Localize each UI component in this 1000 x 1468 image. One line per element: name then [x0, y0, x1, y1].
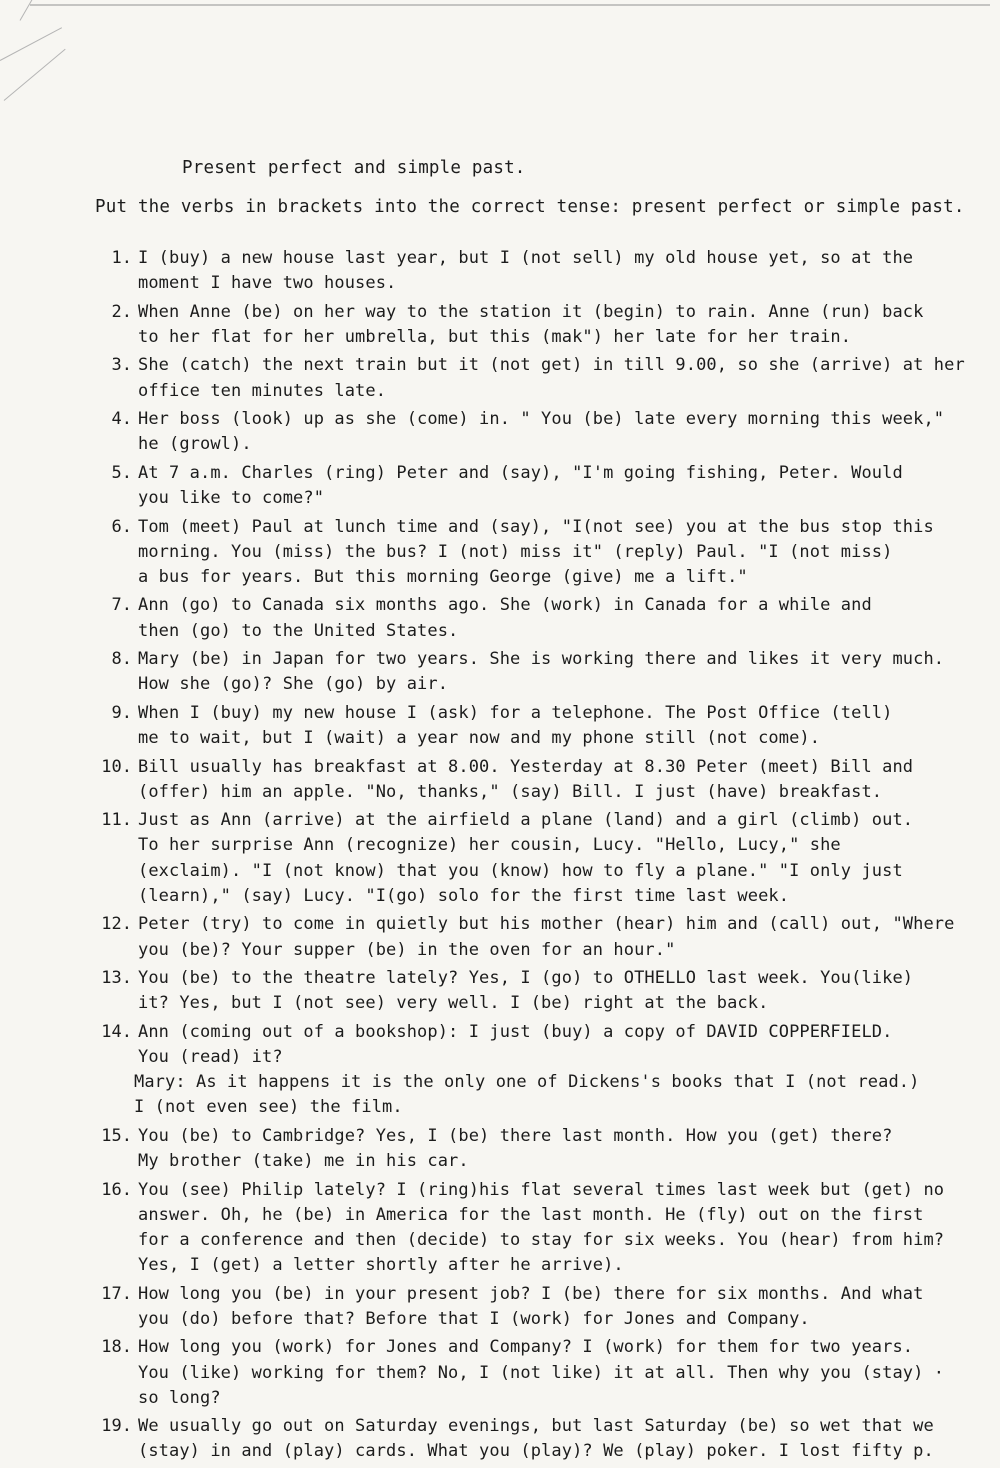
exercise-line: moment I have two houses. [138, 273, 397, 294]
exercise-line: (stay) in and (play) cards. What you (play)? We (play) poker. I lost fifty p. [138, 1441, 934, 1462]
worksheet-instruction: Put the verbs in brackets into the correct tense: present perfect or simple past. [95, 197, 965, 217]
exercise-line: I (not even see) the film. [134, 1097, 403, 1118]
exercise-item [92, 808, 997, 909]
exercise-item [92, 647, 997, 697]
exercise-line: You (be) to the theatre lately? Yes, I (go) to OTHELLO last week. You(like) [138, 968, 914, 989]
exercise-item [92, 515, 997, 591]
exercise-line: She (catch) the next train but it (not get) in till 9.00, so she (arrive) at her [138, 355, 965, 376]
exercise-line: (learn)," (say) Lucy. "I(go) solo for the first time last week. [138, 885, 790, 906]
exercise-number: 10. [101, 756, 132, 777]
exercise-item [92, 966, 997, 1016]
exercise-number: 19. [101, 1416, 132, 1437]
exercise-number: 11. [101, 810, 132, 831]
exercise-line: At 7 a.m. Charles (ring) Peter and (say), "I'm going fishing, Peter. Would [138, 462, 903, 483]
exercise-line: Her boss (look) up as she (come) in. " You (be) late every morning this week," [138, 409, 945, 430]
page-top-edge [30, 4, 990, 6]
exercise-number: 8. [111, 649, 132, 670]
exercise-item [92, 593, 997, 643]
exercise-list [92, 246, 997, 1468]
exercise-line: you (be)? Your supper (be) in the oven for an hour." [138, 939, 676, 960]
exercise-line: for a conference and then (decide) to stay for six weeks. You (hear) from him? [138, 1229, 945, 1250]
exercise-line: We usually go out on Saturday evenings, but last Saturday (be) so wet that we [138, 1416, 934, 1437]
exercise-number: 1. [111, 248, 132, 268]
exercise-line: When Anne (be) on her way to the station it (begin) to rain. Anne (run) back [138, 301, 924, 322]
exercise-line: (offer) him an apple. "No, thanks," (say) Bill. I just (have) breakfast. [138, 781, 883, 802]
exercise-number: 2. [111, 301, 132, 322]
exercise-line: answer. Oh, he (be) in America for the last month. He (fly) out on the first [138, 1204, 924, 1225]
exercise-line: My brother (take) me in his car. [138, 1151, 469, 1172]
exercise-line: morning. You (miss) the bus? I (not) miss it" (reply) Paul. "I (not miss) [138, 541, 893, 562]
exercise-line: you (do) before that? Before that I (work) for Jones and Company. [138, 1308, 810, 1329]
exercise-line: How long you (work) for Jones and Company? I (work) for them for two years. [138, 1337, 914, 1358]
exercise-number: 9. [111, 702, 132, 723]
exercise-item [92, 353, 997, 403]
exercise-item [92, 701, 997, 751]
exercise-line: Tom (meet) Paul at lunch time and (say), "I(not see) you at the bus stop this [138, 516, 934, 537]
exercise-line: me to wait, but I (wait) a year now and my phone still (not come). [138, 728, 821, 749]
exercise-line: How she (go)? She (go) by air. [138, 674, 449, 695]
exercise-number: 3. [111, 355, 132, 376]
exercise-item [92, 1414, 997, 1464]
exercise-item [92, 300, 997, 350]
exercise-item [92, 1335, 997, 1411]
exercise-line: he (growl). [138, 434, 252, 455]
exercise-item [92, 912, 997, 962]
exercise-item [92, 1282, 997, 1332]
exercise-item [92, 246, 997, 296]
exercise-number: 14. [101, 1021, 132, 1042]
exercise-line: You (read) it? [138, 1046, 283, 1067]
exercise-line: You (be) to Cambridge? Yes, I (be) there last month. How you (get) there? [138, 1125, 893, 1146]
exercise-line: a bus for years. But this morning George (give) me a lift." [138, 566, 748, 587]
exercise-line: I (buy) a new house last year, but I (not sell) my old house yet, so at the [138, 248, 914, 268]
exercise-number: 5. [111, 462, 132, 483]
exercise-line: Mary (be) in Japan for two years. She is working there and likes it very much. [138, 649, 945, 670]
exercise-number: 7. [111, 595, 132, 616]
exercise-line: it? Yes, but I (not see) very well. I (be) right at the back. [138, 993, 769, 1014]
exercise-item [92, 1124, 997, 1174]
exercise-line: How long you (be) in your present job? I (be) there for six months. And what [138, 1283, 924, 1304]
exercise-item [92, 1020, 997, 1121]
exercise-line: Just as Ann (arrive) at the airfield a plane (land) and a girl (climb) out. [138, 810, 914, 831]
exercise-number: 16. [101, 1179, 132, 1200]
exercise-line: then (go) to the United States. [138, 620, 459, 641]
exercise-item [92, 407, 997, 457]
exercise-line: Ann (coming out of a bookshop): I just (buy) a copy of DAVID COPPERFIELD. [138, 1021, 893, 1042]
scan-corner-mark [0, 0, 90, 110]
exercise-line: Peter (try) to come in quietly but his mother (hear) him and (call) out, "Where [138, 914, 955, 935]
exercise-line: so long? [138, 1387, 221, 1408]
exercise-line: You (like) working for them? No, I (not like) it at all. Then why you (stay) · [138, 1362, 945, 1383]
exercise-number: 13. [101, 968, 132, 989]
exercise-line: (exclaim). "I (not know) that you (know) how to fly a plane." "I only just [138, 860, 903, 881]
exercise-line: You (see) Philip lately? I (ring)his flat several times last week but (get) no [138, 1179, 945, 1200]
exercise-line: to her flat for her umbrella, but this (mak") her late for her train. [138, 326, 852, 347]
exercise-item [92, 755, 997, 805]
exercise-line: When I (buy) my new house I (ask) for a telephone. The Post Office (tell) [138, 702, 893, 723]
exercise-line: you like to come?" [138, 488, 325, 509]
exercise-number: 6. [111, 516, 132, 537]
exercise-number: 12. [101, 914, 132, 935]
exercise-line: Ann (go) to Canada six months ago. She (work) in Canada for a while and [138, 595, 872, 616]
exercise-number: 4. [111, 409, 132, 430]
exercise-number: 17. [101, 1283, 132, 1304]
exercise-line: Bill usually has breakfast at 8.00. Yesterday at 8.30 Peter (meet) Bill and [138, 756, 914, 777]
exercise-number: 18. [101, 1337, 132, 1358]
exercise-line: office ten minutes late. [138, 380, 387, 401]
exercise-number: 15. [101, 1125, 132, 1146]
exercise-item [92, 1178, 997, 1279]
worksheet-title: Present perfect and simple past. [182, 158, 526, 178]
exercise-line: Mary: As it happens it is the only one of Dickens's books that I (not read.) [134, 1072, 920, 1093]
exercise-line: Yes, I (get) a letter shortly after he arrive). [138, 1255, 624, 1276]
exercise-item [92, 461, 997, 511]
exercise-line: To her surprise Ann (recognize) her cousin, Lucy. "Hello, Lucy," she [138, 835, 841, 856]
